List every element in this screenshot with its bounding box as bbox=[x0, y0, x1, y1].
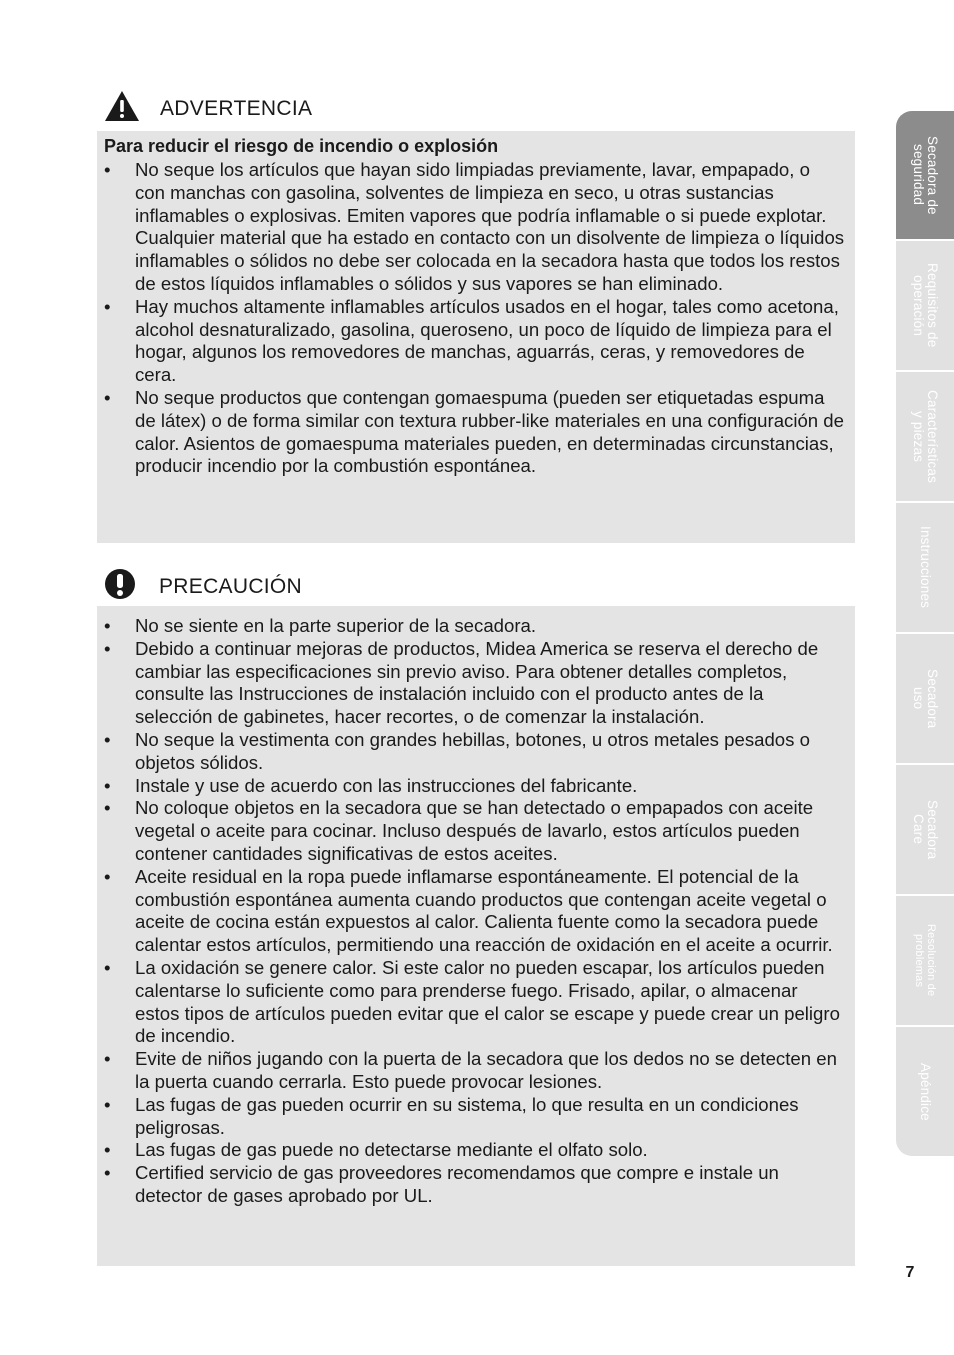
caution-list bbox=[104, 615, 845, 1208]
warning-triangle-icon bbox=[104, 90, 140, 127]
tab-secadora-de-seguridad[interactable] bbox=[896, 111, 954, 241]
tab-label: Resolución de problemas bbox=[913, 924, 937, 997]
list-item: • No seque productos que contengan gomaespuma (pueden ser etiquetadas espuma de látex) o de forma similar con textura rubber-like materiales en una configuración de calor. Asientos de gomaespuma materiales pueden, en determinadas circunstancias, producir incendio por la combustión espontánea. bbox=[104, 387, 845, 478]
caution-title: PRECAUCIÓN bbox=[159, 574, 303, 598]
tab-label: Características y piezas bbox=[911, 389, 940, 484]
list-item: • No coloque objetos en la secadora que se han detectado o empapados con aceite vegetal o aceite para cocinar. Incluso después de lavarlo, estos artículos pueden contener cantidades significativas de estos aceites. bbox=[104, 797, 845, 865]
tab-label: Instrucciones bbox=[918, 526, 933, 609]
chapter-sidebar bbox=[896, 111, 954, 1156]
tab-label: Secadora uso bbox=[911, 668, 940, 729]
warning-box bbox=[97, 131, 855, 543]
tab-secadora-uso[interactable] bbox=[896, 634, 954, 765]
list-item: • Hay muchos altamente inflamables artículos usados en el hogar, tales como acetona, alcohol desnaturalizado, gasolina, queroseno, un poco de líquido de limpieza para el hogar, algunos los removedores de manchas, aguarrás, ceras, y removedores de cera. bbox=[104, 296, 845, 387]
tab-secadora-care[interactable] bbox=[896, 765, 954, 896]
list-item: • Instale y use de acuerdo con las instrucciones del fabricante. bbox=[104, 775, 845, 798]
list-item: • Las fugas de gas pueden ocurrir en su sistema, lo que resulta en un condiciones peligrosas. bbox=[104, 1094, 845, 1140]
list-item: • No se siente en la parte superior de la secadora. bbox=[104, 615, 845, 638]
tab-label: Secadora de seguridad bbox=[911, 135, 940, 215]
tab-apendice[interactable] bbox=[896, 1027, 954, 1156]
warning-header bbox=[104, 90, 312, 127]
page-number: 7 bbox=[905, 1264, 915, 1281]
list-item: • No seque los artículos que hayan sido limpiadas previamente, lavar, empapado, o con manchas con gasolina, solventes de limpieza en seco, u otras sustancias inflamables o explosivas. Emiten vapores que podría inflamable o si puede explotar. Cualquier material que ha estado en contacto con un disolvente de limpieza o líquidos inflamables o sólidos no debe ser colocada en la secadora hasta que todos los restos de estos líquidos inflamables o sólidos y sus vapores se han eliminado. bbox=[104, 159, 845, 296]
tab-caracteristicas-y-piezas[interactable] bbox=[896, 372, 954, 503]
caution-header bbox=[104, 568, 302, 605]
list-item: • No seque la vestimenta con grandes hebillas, botones, u otros metales pesados o objetos sólidos. bbox=[104, 729, 845, 775]
tab-instrucciones[interactable] bbox=[896, 503, 954, 634]
warning-title: ADVERTENCIA bbox=[160, 96, 313, 120]
warning-subtitle: Para reducir el riesgo de incendio o explosión bbox=[104, 136, 499, 156]
tab-label: Requisitos de operación bbox=[911, 263, 940, 348]
list-item: • La oxidación se genere calor. Si este calor no pueden escapar, los artículos pueden calentarse lo suficiente como para prenderse fuego. Frisado, apilar, o almacenar estos tipos de artículos pueden evitar que el calor se escape y puede crear un peligro de incendio. bbox=[104, 957, 845, 1048]
list-item: • Evite de niños jugando con la puerta de la secadora que los dedos no se detecten en la puerta cuando cerrarla. Esto puede provocar lesiones. bbox=[104, 1048, 845, 1094]
caution-exclamation-icon bbox=[104, 568, 136, 605]
tab-label: Apéndice bbox=[918, 1062, 933, 1121]
tab-label: Secadora Care bbox=[911, 799, 940, 860]
list-item: • Las fugas de gas puede no detectarse mediante el olfato solo. bbox=[104, 1139, 845, 1162]
list-item: • Debido a continuar mejoras de productos, Midea America se reserva el derecho de cambiar las especificaciones sin previo aviso. Para obtener detalles completos, consulte las Instrucciones de instalación incluido con el producto antes de la selección de gabinetes, hacer recortes, o de comenzar la instalación. bbox=[104, 638, 845, 729]
caution-box bbox=[97, 606, 855, 1266]
list-item: • Aceite residual en la ropa puede inflamarse espontáneamente. El potencial de la combustión espontánea aumenta cuando productos que contengan aceite vegetal o aceite de cocina están expuestos al calor. Calienta fuente como la secadora puede calentar estos artículos, permitiendo una reacción de oxidación en el aceite a ocurrir. bbox=[104, 866, 845, 957]
tab-requisitos-de-operacion[interactable] bbox=[896, 241, 954, 372]
tab-resolucion-de-problemas[interactable] bbox=[896, 896, 954, 1027]
warning-list bbox=[104, 159, 845, 478]
list-item: • Certified servicio de gas proveedores recomendamos que compre e instale un detector de gases aprobado por UL. bbox=[104, 1162, 845, 1208]
